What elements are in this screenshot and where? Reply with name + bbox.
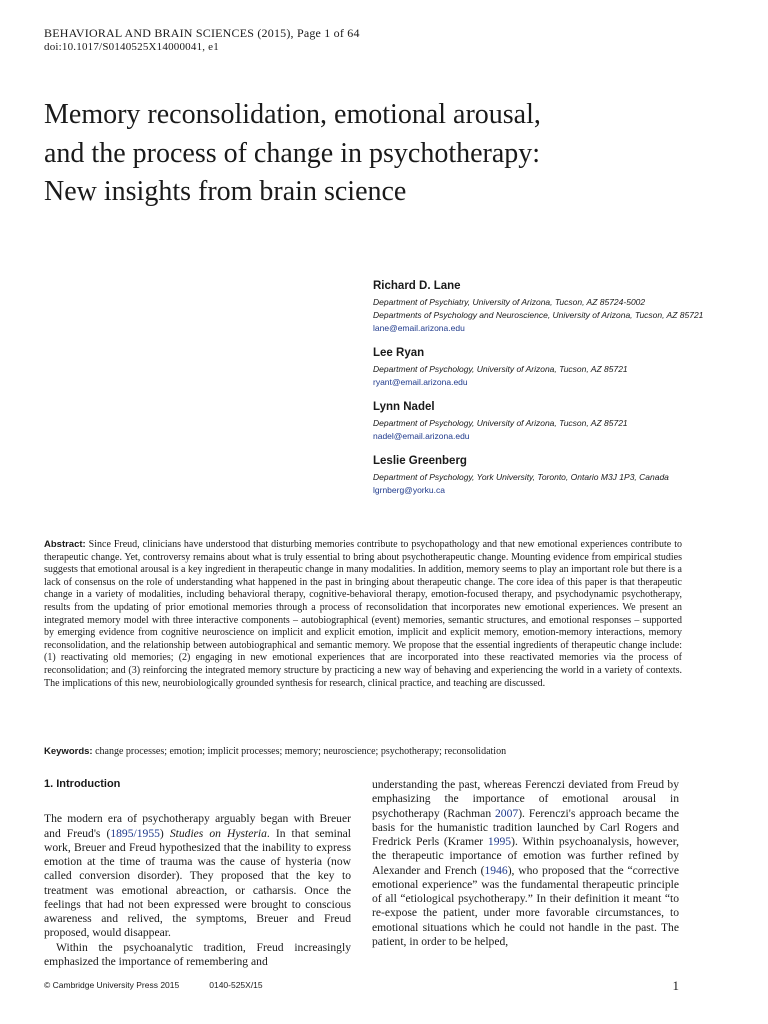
author-affiliation: Departments of Psychology and Neuroscience, University of Arizona, Tucson, AZ 85721	[373, 310, 704, 320]
author-block	[373, 279, 713, 335]
section-heading: 1. Introduction	[44, 778, 121, 790]
author-name: Lynn Nadel	[373, 401, 435, 413]
body-text: The modern era of psychotherapy arguably began with Breuer and Freud's (	[44, 812, 351, 840]
journal-citation: BEHAVIORAL AND BRAIN SCIENCES (2015), Page 1 of 64	[44, 26, 360, 40]
paper-title: Memory reconsolidation, emotional arousal, and the process of change in psychotherapy: New insights from brain science	[44, 99, 541, 207]
body-paragraph	[372, 778, 679, 949]
citation-link[interactable]: 1995	[487, 835, 512, 848]
body-text: ). Within psychoanalysis, however, the therapeutic importance of emotion was further refined by Alexander and French (	[372, 835, 679, 877]
abstract-text: Since Freud, clinicians have understood that disturbing memories contribute to psychopathology and that new emotional experiences contribute to therapeutic change. Yet, controversy remains about what is truly essential to bring about psychotherapeutic change. Mounting evidence from empirical studies suggests that emotional arousal is a key ingredient in therapeutic change in many modalities. In addition, memory seems to play an important role but there is a lack of consensus on the role of understanding what happened in the past in bringing about therapeutic change. The core idea of this paper is that therapeutic change in a variety of modalities, including behavioral therapy, cognitive-behavioral therapy, emotion-focused therapy, and psychodynamic psychotherapy, results from the updating of prior emotional memories through a process of reconsolidation that incorporates new emotional experiences. We present an integrated memory model with three interactive components – autobiographical (event) memories, semantic structures, and emotional responses – supported by emerging evidence from cognitive neuroscience on implicit and explicit emotion, implicit and explicit memory, emotion-memory interactions, memory reconsolidation, and the relationship between autobiographical and semantic memory. We propose that the essential ingredients of therapeutic change include: (1) reactivating old memories; (2) engaging in new emotional experiences that are incorporated into these reactivated memories via the process of reconsolidation; and (3) reinforcing the integrated memory structure by practicing a new way of behaving and experiencing the world in a variety of contexts. The implications of this new, neurobiologically grounded synthesis for research, clinical practice, and teaching are discussed.	[44, 539, 682, 689]
italic-title: Studies on Hysteria	[169, 826, 267, 840]
body-column-left	[44, 777, 351, 969]
author-affiliation: Department of Psychiatry, University of Arizona, Tucson, AZ 85724-5002	[373, 297, 646, 307]
keywords	[44, 745, 684, 758]
keywords-text: change processes; emotion; implicit processes; memory; neuroscience; psychotherapy; reconsolidation	[95, 746, 507, 757]
body-text: . In that seminal work, Breuer and Freud hypothesized that the inability to express emotion at the time of trauma was the cause of hysteria (now called conversion disorder). They proposed that the key to treatment was emotional abreaction, or catharsis. Once the feelings that had not been expressed were brought to conscious awareness and relived, the symptoms, Breuer and Freud proposed, would disappear.	[44, 826, 352, 940]
author-email-link[interactable]: ryant@email.arizona.edu	[373, 377, 468, 387]
citation-link[interactable]: 1895/1955	[110, 826, 160, 840]
author-name: Leslie Greenberg	[373, 455, 467, 467]
citation-link[interactable]: 2007	[495, 806, 519, 820]
author-name: Richard D. Lane	[373, 280, 461, 292]
author-list	[373, 279, 713, 508]
author-name: Lee Ryan	[373, 347, 425, 359]
keywords-label: Keywords:	[44, 746, 93, 757]
issn: 0140-525X/15	[209, 980, 263, 990]
author-affiliation: Department of Psychology, University of Arizona, Tucson, AZ 85721	[373, 418, 628, 428]
body-text: ), who proposed that the “corrective emotional experience” was the fundamental therapeutic principle of all “etiological psychotherapy.” In their definition it meant “to re-expose the patient, under more favorable circumstances, to emotional situations which he could not handle in the past. The patient, in order to be helped,	[372, 863, 679, 948]
author-email-link[interactable]: lgrnberg@yorku.ca	[373, 485, 445, 495]
body-column-right	[372, 778, 679, 949]
body-text: )	[159, 826, 170, 840]
abstract-label: Abstract:	[44, 539, 86, 550]
copyright-notice: © Cambridge University Press 2015	[44, 980, 180, 990]
author-block	[373, 454, 713, 497]
author-email-link[interactable]: nadel@email.arizona.edu	[373, 431, 470, 441]
page-number: 1	[672, 978, 679, 993]
citation-link[interactable]: 1946	[484, 863, 508, 877]
body-text: understanding the past, whereas Ferenczi deviated from Freud by emphasizing the importance of emotional arousal in psychotherapy (Rachman	[372, 778, 679, 820]
page-footer	[44, 980, 263, 990]
author-affiliation: Department of Psychology, University of Arizona, Tucson, AZ 85721	[373, 364, 628, 374]
body-paragraph	[44, 812, 351, 940]
author-block	[373, 346, 713, 389]
doi-line: doi:10.1017/S0140525X14000041, e1	[44, 41, 219, 53]
author-block	[373, 400, 713, 443]
abstract	[44, 539, 682, 690]
author-email-link[interactable]: lane@email.arizona.edu	[373, 323, 465, 333]
body-paragraph: Within the psychoanalytic tradition, Freud increasingly emphasized the importance of remembering and	[44, 940, 351, 968]
body-text: ). Ferenczi's approach became the basis for the humanistic tradition launched by Carl Rogers and Fredrick Perls (Kramer	[372, 806, 679, 848]
journal-header	[44, 26, 360, 54]
author-affiliation: Department of Psychology, York University, Toronto, Ontario M3J 1P3, Canada	[373, 472, 669, 482]
